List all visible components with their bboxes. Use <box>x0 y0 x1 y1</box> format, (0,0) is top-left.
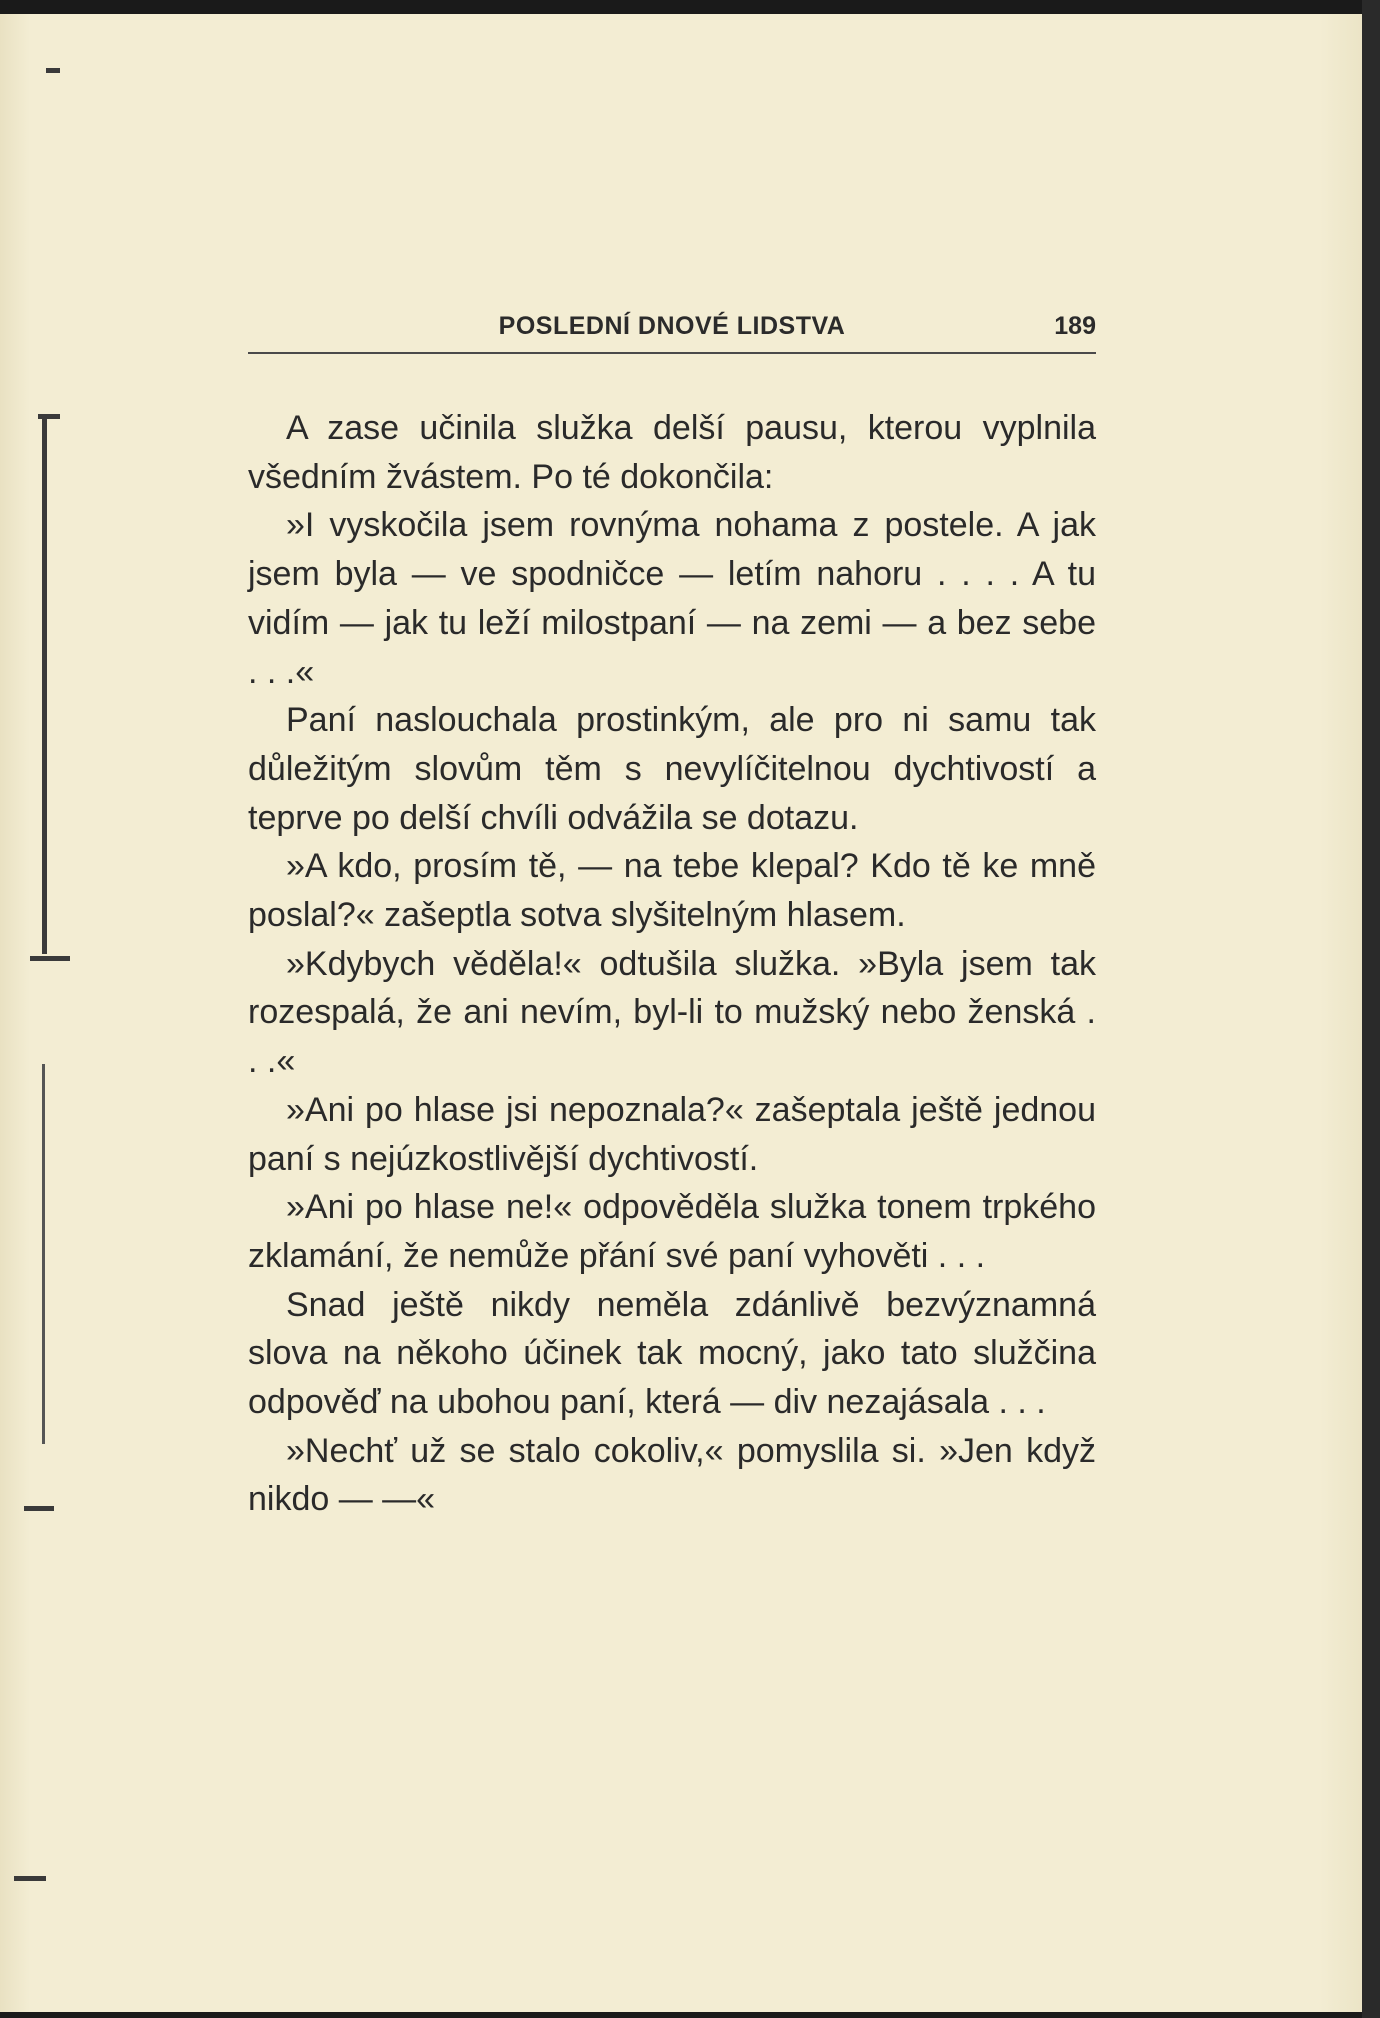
paragraph: »Nechť už se stalo cokoliv,« pomyslila si. »Jen když nikdo — —« <box>248 1431 1096 1519</box>
binding-mark <box>38 414 60 419</box>
paragraph: »A kdo, prosím tě, — na tebe klepal? Kdo tě ke mně poslal?« zašeptla sotva slyšitelným hlasem. <box>248 847 1096 935</box>
book-page <box>0 14 1362 2012</box>
binding-mark <box>24 1506 54 1511</box>
page-number: 189 <box>1054 312 1096 340</box>
paragraph: »Ani po hlase jsi nepoznala?« zašeptala ještě jednou paní s nejúzkostlivější dychtivostí. <box>248 1090 1096 1178</box>
binding-mark <box>46 68 60 73</box>
binding-mark <box>14 1876 46 1881</box>
paragraph: Paní naslouchala prostinkým, ale pro ni samu tak důležitým slovům těm s nevylíčitelnou dychtivostí a teprve po delší chvíli odvážila se dotazu. <box>248 701 1096 837</box>
paragraph: »Kdybych věděla!« odtušila služka. »Byla jsem tak rozespalá, že ani nevím, byl-li to mužský nebo ženská . . .« <box>248 944 1096 1081</box>
binding-mark <box>30 956 70 961</box>
body-text <box>248 404 1096 1524</box>
paragraph: Snad ještě nikdy neměla zdánlivě bezvýznamná slova na někoho účinek tak mocný, jako tato služčina odpověď na ubohou paní, která — div nezajásala . . . <box>248 1285 1096 1422</box>
page-edge-shadow <box>1362 0 1380 2018</box>
binding-mark <box>42 1064 45 1444</box>
paragraph: »Ani po hlase ne!« odpověděla služka tonem trpkého zklamání, že nemůže přání své paní vyhověti . . . <box>248 1188 1096 1275</box>
paragraph: »I vyskočila jsem rovnýma nohama z postele. A jak jsem byla — ve spodničce — letím nahoru . . . . A tu vidím — jak tu leží milostpaní — na zemi — a bez sebe . . .« <box>248 506 1096 691</box>
binding-mark <box>42 414 47 954</box>
running-header <box>248 306 1096 354</box>
running-title: POSLEDNÍ DNOVÉ LIDSTVA <box>498 312 846 340</box>
paragraph: A zase učinila služka delší pausu, kterou vyplnila všedním žvástem. Po té dokončila: <box>248 409 1096 496</box>
